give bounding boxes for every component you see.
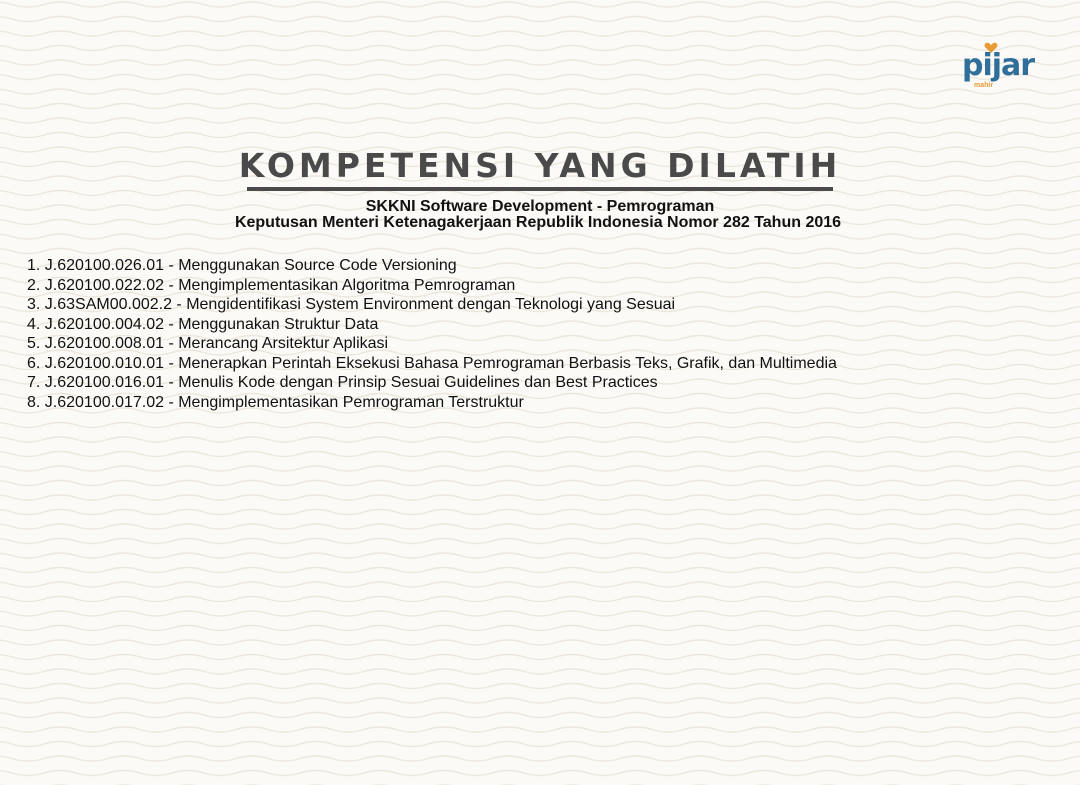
wave-line <box>0 597 1080 602</box>
wave-line <box>0 640 1080 645</box>
wave-line <box>0 89 1080 94</box>
wave-line <box>0 495 1080 500</box>
wave-line <box>0 2 1080 7</box>
wave-line <box>0 466 1080 471</box>
competency-item: 4. J.620100.004.02 - Menggunakan Struktur Data <box>27 315 379 333</box>
wave-line <box>0 17 1080 22</box>
wave-line <box>0 75 1080 80</box>
wave-line <box>0 118 1080 123</box>
wave-line <box>0 568 1080 573</box>
wave-line <box>0 742 1080 747</box>
wave-line <box>0 582 1080 587</box>
wave-line <box>0 553 1080 558</box>
wave-line <box>0 133 1080 138</box>
wave-line <box>0 234 1080 239</box>
wave-line <box>0 31 1080 36</box>
wave-line <box>0 104 1080 109</box>
wave-line <box>0 611 1080 616</box>
wave-line <box>0 626 1080 631</box>
page-title: KOMPETENSI YANG DILATIH <box>238 146 842 185</box>
decree-reference: Keputusan Menteri Ketenagakerjaan Republik Indonesia Nomor 282 Tahun 2016 <box>234 214 842 231</box>
wave-line <box>0 437 1080 442</box>
competency-item: 1. J.620100.026.01 - Menggunakan Source Code Versioning <box>27 257 457 274</box>
wave-line <box>0 452 1080 457</box>
wave-line <box>0 684 1080 689</box>
competency-item: 3. J.63SAM00.002.2 - Mengidentifikasi System Environment dengan Teknologi yang Sesuai <box>27 296 676 313</box>
standard-name: SKKNI Software Development - Pemrograman <box>365 198 715 215</box>
competency-item: 7. J.620100.016.01 - Menulis Kode dengan Prinsip Sesuai Guidelines dan Best Practices <box>27 374 658 391</box>
competency-item: 5. J.620100.008.01 - Merancang Arsitektur Aplikasi <box>27 335 389 352</box>
title-underline <box>247 187 833 191</box>
wave-line <box>0 60 1080 65</box>
competency-item: 2. J.620100.022.02 - Mengimplementasikan Algoritma Pemrograman <box>27 276 516 294</box>
wave-line <box>0 249 1080 254</box>
wave-line <box>0 655 1080 660</box>
competency-list <box>27 256 837 412</box>
wave-line <box>0 481 1080 486</box>
wave-line <box>0 524 1080 529</box>
wave-line <box>0 191 1080 196</box>
wave-line <box>0 771 1080 776</box>
pijar-mahir-logo <box>962 42 1044 98</box>
logo-wordmark: pijar <box>962 48 1035 83</box>
wave-line <box>0 756 1080 761</box>
wave-line <box>0 539 1080 544</box>
wave-line <box>0 423 1080 428</box>
wave-line <box>0 713 1080 718</box>
competency-item: 6. J.620100.010.01 - Menerapkan Perintah Eksekusi Bahasa Pemrograman Berbasis Teks, Grafik, dan Multimedia <box>27 354 837 372</box>
competency-item: 8. J.620100.017.02 - Mengimplementasikan Pemrograman Terstruktur <box>27 393 524 411</box>
logo-tagline: mahir <box>974 82 994 89</box>
wave-line <box>0 510 1080 515</box>
wave-line <box>0 698 1080 703</box>
wave-line <box>0 669 1080 674</box>
wave-line <box>0 727 1080 732</box>
wave-line <box>0 46 1080 51</box>
